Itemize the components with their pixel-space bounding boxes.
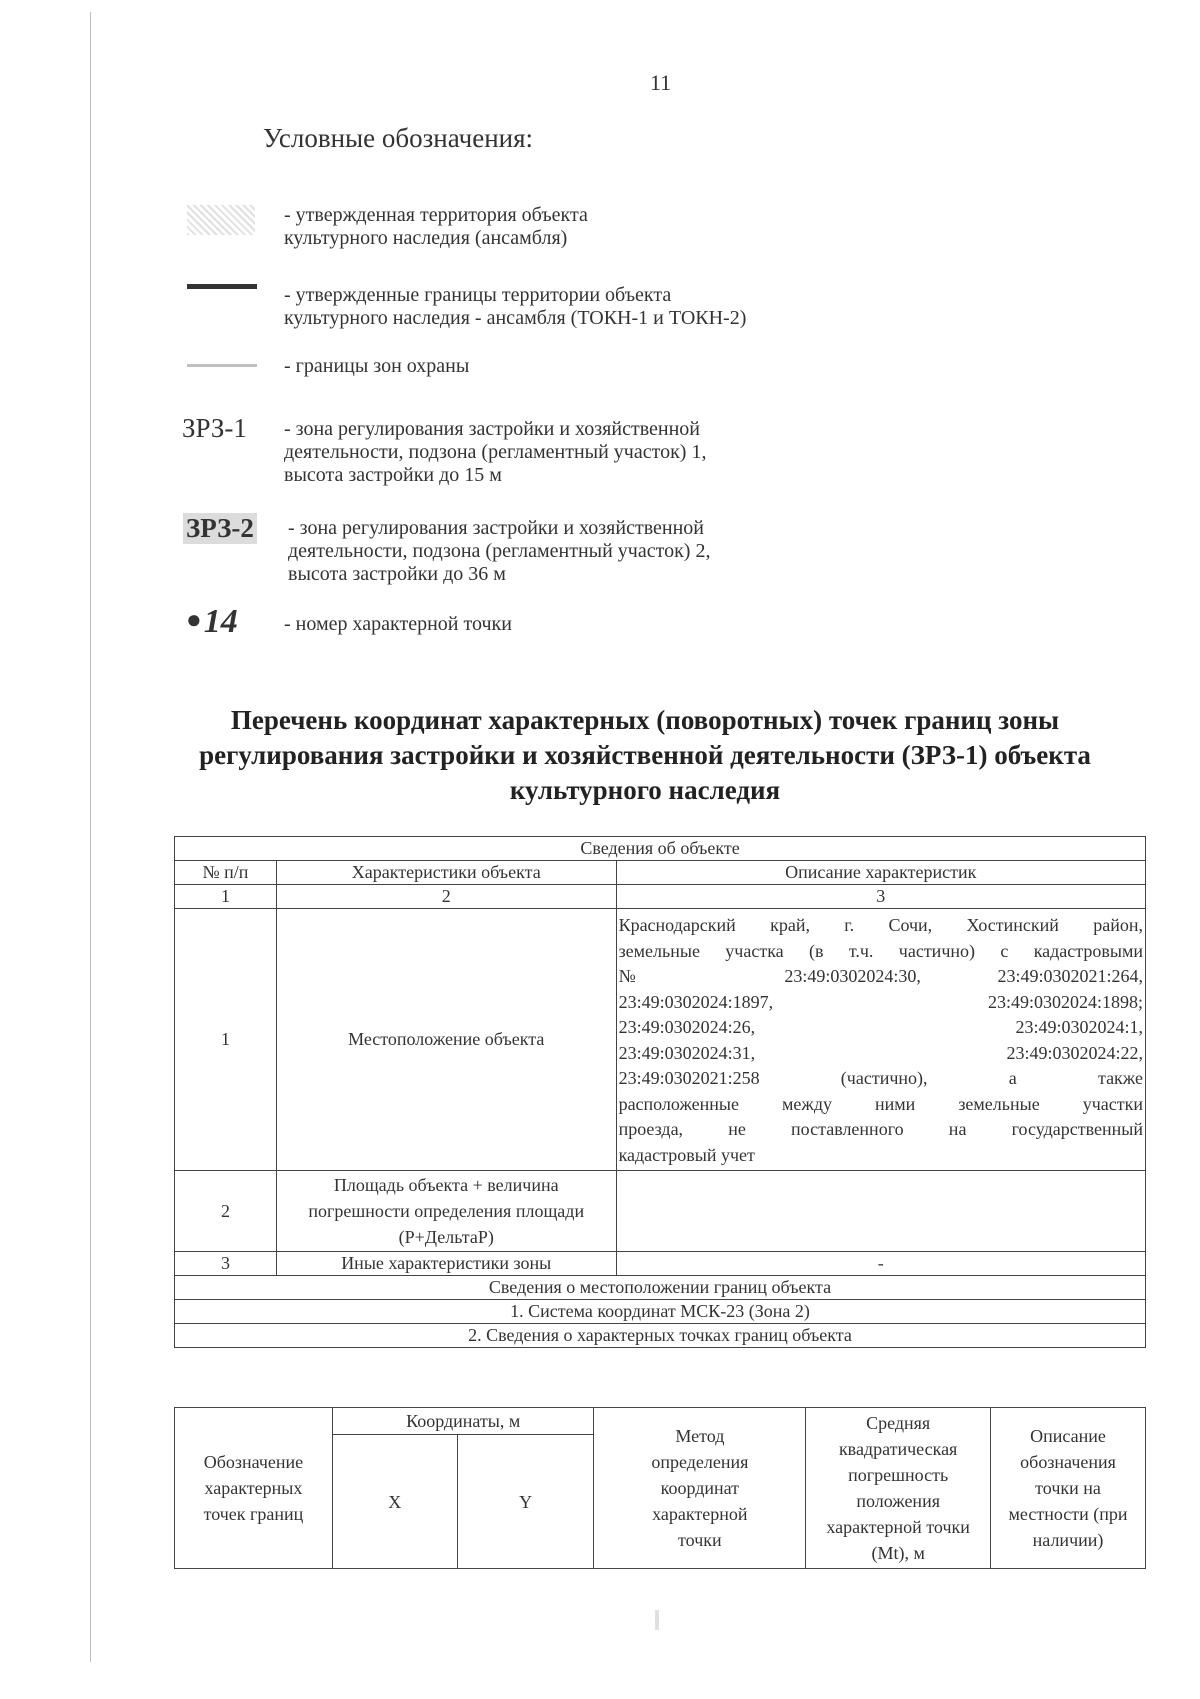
table-row: 1 2 3 [175, 885, 1146, 909]
legend-item-zrz2: - зона регулирования застройки и хозяйственной деятельности, подзона (регламентный участок) 2, высота застройки до 36 м [288, 517, 711, 585]
object-info-table [174, 836, 1146, 1348]
header-coordinates: Координаты, м [332, 1408, 594, 1435]
zrz2-symbol: ЗРЗ-2 [183, 513, 257, 544]
location-description: Краснодарский край, г. Сочи, Хостинский район, земельные участка (в т.ч. частично) с кадастровыми № 23:49:0302024:30, 23:49:0302021:264, 23:49:0302024:1897, 23:49:0302024:1898; 23:49:0302024:26, 23:49:0302024:1, 23:49:0302024:31, 23:49:0302024:22, 23:49:0302021:258 (частично), а также расположенные между ними земельные участки проезда, не поставленного на государственный кадастровый учет [616, 909, 1145, 1171]
header-num: № п/п [175, 861, 277, 885]
table-row [175, 1324, 1146, 1348]
zrz1-symbol: ЗРЗ-1 [182, 413, 247, 443]
legend-title: Условные обозначения: [263, 123, 534, 153]
header-error: Средняя квадратическая погрешность положения характерной точки (Mt), м [806, 1408, 991, 1569]
table-row [175, 837, 1146, 861]
hatch-area-symbol [187, 205, 255, 235]
legend-item-territory: - утвержденная территория объекта культурного наследия (ансамбля) [284, 204, 588, 249]
header-point-description: Описание обозначения точки на местности (при наличии) [991, 1408, 1146, 1569]
legend-item-boundaries: - утвержденные границы территории объекта культурного наследия - ансамбля (ТОКН-1 и ТОКН-2) [284, 284, 747, 329]
scan-smudge [655, 1610, 659, 1630]
coord-system: 1. Система координат МСК-23 (Зона 2) [175, 1300, 1146, 1324]
header-designation: Обозначение характерных точек границ [175, 1408, 333, 1569]
header-y: Y [457, 1435, 594, 1569]
table-row [175, 1276, 1146, 1300]
page-number: 11 [650, 70, 672, 95]
section-title: Сведения об объекте [175, 837, 1146, 861]
section-heading: Перечень координат характерных (поворотных) точек границ зоны регулирования застройки и хозяйственной деятельности (ЗРЗ-1) объекта культурного наследия [199, 705, 1091, 805]
margin-line [90, 12, 91, 1662]
thin-line-symbol [187, 364, 257, 367]
table-row [175, 1300, 1146, 1324]
points-section-title: 2. Сведения о характерных точках границ объекта [175, 1324, 1146, 1348]
header-characteristics: Характеристики объекта [276, 861, 616, 885]
table-header-row [175, 1408, 1146, 1435]
location-section-title: Сведения о местоположении границ объекта [175, 1276, 1146, 1300]
thick-line-symbol [187, 284, 257, 289]
legend-item-point-number: - номер характерной точки [284, 613, 512, 635]
point-number-symbol: ●14 [186, 603, 238, 640]
coordinates-table [174, 1407, 1146, 1569]
table-row: 2 Площадь объекта + величина погрешности определения площади (P+ДельтаP) [175, 1171, 1146, 1252]
header-method: Метод определения координат характерной точки [594, 1408, 806, 1569]
point-dot-icon: ● [186, 605, 202, 634]
table-row: 3 Иные характеристики зоны - [175, 1252, 1146, 1276]
legend-item-zrz1: - зона регулирования застройки и хозяйственной деятельности, подзона (регламентный участок) 1, высота застройки до 15 м [284, 418, 707, 486]
table-row: 1 Местоположение объекта Краснодарский край, г. Сочи, Хостинский район, земельные участка (в т.ч. частично) с кадастровыми № 23:49:0302024:30, 23:49:0302021:264, 23:49:0302024:1897, 23:49:0302024:1898; 23:49:0302024:26, 23:49:0302024:1, 23:49:0302024:31, 23:49:0302024:22, 23:49:0302021:258 (частично), а также расположенные между ними земельные участки проезда, не поставленного на государственный кадастровый учет [175, 909, 1146, 1171]
header-x: X [332, 1435, 457, 1569]
table-header-row [175, 861, 1146, 885]
header-description: Описание характеристик [616, 861, 1145, 885]
legend-item-protection-zones: - границы зон охраны [284, 355, 470, 377]
